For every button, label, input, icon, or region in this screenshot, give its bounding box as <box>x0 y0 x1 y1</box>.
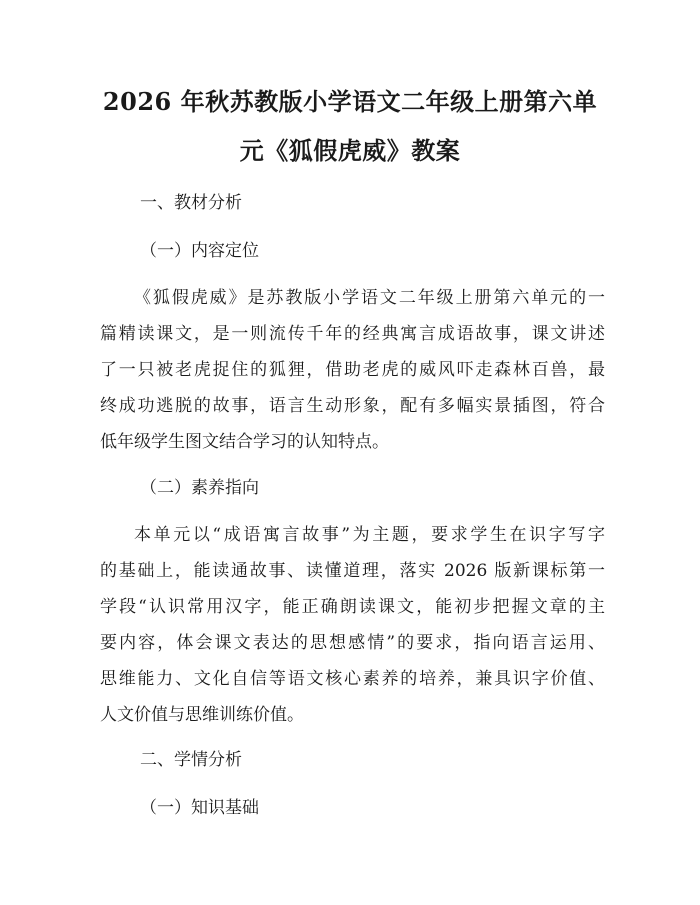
paragraph-line: 了一只被老虎捉住的狐狸，借助老虎的威风吓走森林百兽，最 <box>100 360 605 380</box>
document-title-line-1: 2026 年秋苏教版小学语文二年级上册第六单 <box>102 87 598 116</box>
paragraph-line: 的基础上，能读通故事、读懂道理，落实 2026 版新课标第一 <box>100 561 605 581</box>
subsection-heading-knowledge-foundation: （一）知识基础 <box>140 798 259 818</box>
paragraph-line: 《狐假虎威》是苏教版小学语文二年级上册第六单元的一 <box>134 288 605 308</box>
document-title-line-2: 元《狐假虎威》教案 <box>239 136 461 165</box>
paragraph-line: 低年级学生图文结合学习的认知特点。 <box>100 432 389 452</box>
paragraph-literacy-direction <box>100 517 605 733</box>
paragraph-line: 要内容，体会课文表达的思想感情”的要求，指向语言运用、 <box>100 633 605 653</box>
section-heading-learner-analysis: 二、学情分析 <box>140 750 242 770</box>
paragraph-line: 人文价值与思维训练价值。 <box>100 705 304 725</box>
paragraph-line: 本单元以“成语寓言故事”为主题，要求学生在识字写字 <box>134 525 605 545</box>
section-heading-teaching-material-analysis: 一、教材分析 <box>140 193 242 213</box>
paragraph-line: 学段“认识常用汉字，能正确朗读课文，能初步把握文章的主 <box>100 597 605 617</box>
subsection-heading-content-positioning: （一）内容定位 <box>140 241 259 261</box>
subsection-heading-literacy-direction: （二）素养指向 <box>140 478 259 498</box>
paragraph-line: 篇精读课文，是一则流传千年的经典寓言成语故事，课文讲述 <box>100 324 605 344</box>
paragraph-line: 终成功逃脱的故事，语言生动形象，配有多幅实景插图，符合 <box>100 396 605 416</box>
paragraph-content-positioning <box>100 280 605 460</box>
paragraph-line: 思维能力、文化自信等语文核心素养的培养，兼具识字价值、 <box>100 669 605 689</box>
